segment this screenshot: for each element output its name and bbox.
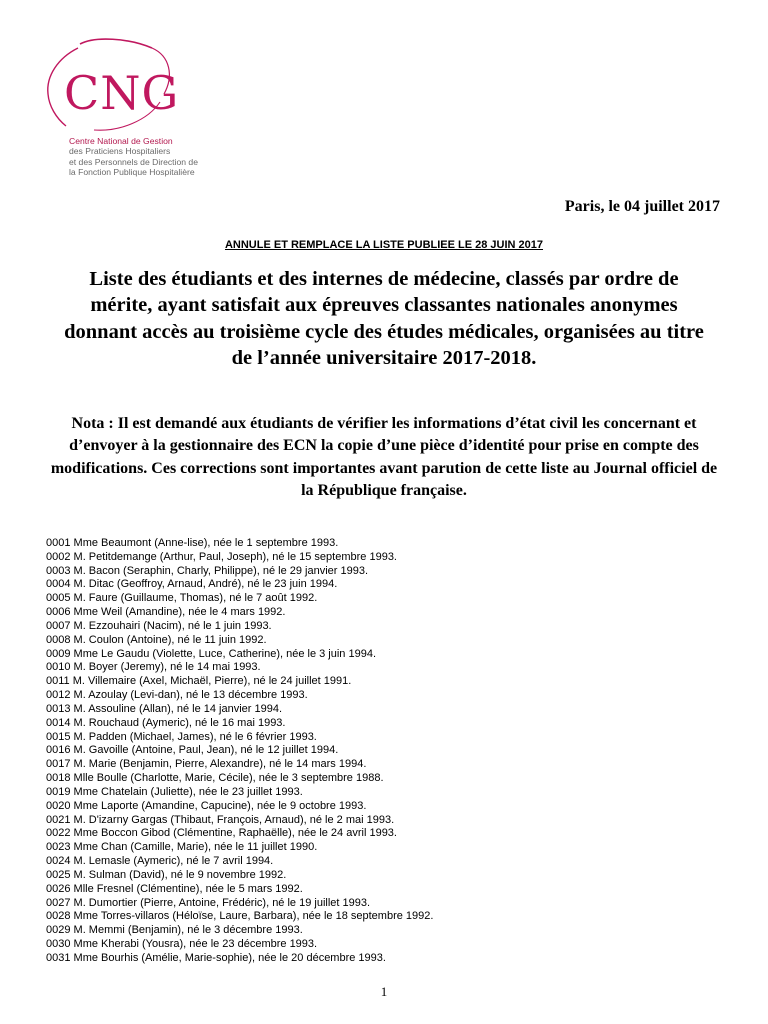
dateline: Paris, le 04 juillet 2017 [564,198,720,215]
org-line: et des Personnels de Direction de [69,156,198,167]
list-item: 0031 Mme Bourhis (Amélie, Marie-sophie), née le 20 décembre 1993. [46,951,386,964]
list-item: 0010 M. Boyer (Jeremy), né le 14 mai 1993. [46,661,261,674]
list-item: 0030 Mme Kherabi (Yousra), née le 23 décembre 1993. [46,938,318,951]
list-item: 0003 M. Bacon (Seraphin, Charly, Philippe), né le 29 janvier 1993. [46,564,369,577]
page-number: 1 [380,984,388,999]
nota-paragraph: Nota : Il est demandé aux étudiants de vérifier les informations d’état civil les concernant et d’envoyer à la gestionnaire des ECN la copie d’une pièce d’identité pour prise en compte des modifications. Ces corrections sont importantes avant parution de cette liste au Journal officiel de la République française. [50,415,718,499]
list-item: 0021 M. D'izarny Gargas (Thibaut, François, Arnaud), né le 2 mai 1993. [46,813,395,826]
list-item: 0026 Mlle Fresnel (Clémentine), née le 5 mars 1992. [46,882,303,895]
organization-name [69,136,198,177]
list-item: 0001 Mme Beaumont (Anne-lise), née le 1 septembre 1993. [46,537,339,549]
list-item: 0005 M. Faure (Guillaume, Thomas), né le 7 août 1992. [46,592,318,605]
list-item: 0002 M. Petitdemange (Arthur, Paul, Joseph), né le 15 septembre 1993. [46,550,397,563]
list-item: 0023 Mme Chan (Camille, Marie), née le 11 juillet 1990. [46,841,318,854]
list-item: 0016 M. Gavoille (Antoine, Paul, Jean), né le 12 juillet 1994. [46,744,339,757]
list-item: 0015 M. Padden (Michael, James), né le 6 février 1993. [46,730,317,743]
list-item: 0022 Mme Boccon Gibod (Clémentine, Raphaëlle), née le 24 avril 1993. [46,827,397,840]
list-item: 0027 M. Dumortier (Pierre, Antoine, Frédéric), né le 19 juillet 1993. [46,896,371,909]
org-line: la Fonction Publique Hospitalière [69,166,195,177]
list-item: 0025 M. Sulman (David), né le 9 novembre 1992. [46,868,287,881]
document-title: Liste des étudiants et des internes de médecine, classés par ordre de mérite, ayant satisfait aux épreuves classantes nationales anonymes donnant accès au troisième cycle des études médicales, organisées au titre de l’année universitaire 2017-2018. [64,268,704,369]
list-item: 0024 M. Lemasle (Aymeric), né le 7 avril 1994. [46,855,274,868]
list-item: 0020 Mme Laporte (Amandine, Capucine), née le 9 octobre 1993. [46,799,367,812]
list-item: 0019 Mme Chatelain (Juliette), née le 23 juillet 1993. [46,785,303,798]
list-item: 0017 M. Marie (Benjamin, Pierre, Alexandre), né le 14 mars 1994. [46,758,367,771]
list-item: 0011 M. Villemaire (Axel, Michaël, Pierre), né le 24 juillet 1991. [46,675,352,688]
list-item: 0012 M. Azoulay (Levi-dan), né le 13 décembre 1993. [46,689,308,702]
list-item: 0004 M. Ditac (Geoffroy, Arnaud, André), né le 23 juin 1994. [46,578,338,591]
list-item: 0028 Mme Torres-villaros (Héloïse, Laure, Barbara), née le 18 septembre 1992. [46,910,434,923]
replacement-notice: ANNULE ET REMPLACE LA LISTE PUBLIEE LE 28 JUIN 2017 [224,239,544,251]
list-item: 0018 Mlle Boulle (Charlotte, Marie, Cécile), née le 3 septembre 1988. [46,772,384,785]
list-item: 0006 Mme Weil (Amandine), née le 4 mars 1992. [46,606,286,619]
list-item: 0013 M. Assouline (Allan), né le 14 janvier 1994. [46,702,283,715]
org-line: des Praticiens Hospitaliers [69,146,171,157]
list-item: 0014 M. Rouchaud (Aymeric), né le 16 mai 1993. [46,716,286,729]
ranking-list [46,537,433,966]
list-item: 0009 Mme Le Gaudu (Violette, Luce, Catherine), née le 3 juin 1994. [46,647,377,660]
logo-wordmark: CNG [64,66,180,120]
list-item: 0008 M. Coulon (Antoine), né le 11 juin 1992. [46,633,267,646]
list-item: 0007 M. Ezzouhairi (Nacim), né le 1 juin 1993. [46,619,272,632]
org-line: Centre National de Gestion [69,136,173,146]
list-item: 0029 M. Memmi (Benjamin), né le 3 décembre 1993. [46,924,303,937]
